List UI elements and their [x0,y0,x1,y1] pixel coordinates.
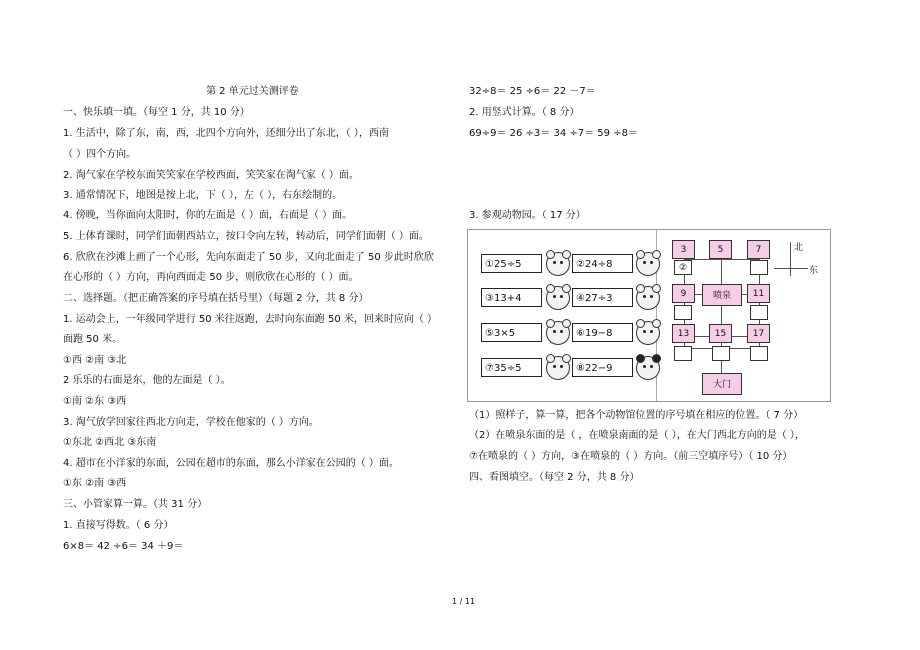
page-number: 1 / 11 [452,597,476,606]
map-box: 15 [709,324,732,343]
north-label: 北 [794,243,804,253]
zoo-figure [467,229,831,402]
animal-card: ⑧22−9 [572,358,633,377]
blank-box [712,346,730,361]
squirrel-icon [636,321,660,345]
question-line: 5. 上体育课时，同学们面朝西站立，按口令向左转，转动后，同学们面朝（ ）面。 [63,231,429,242]
question-line: 1. 生活中，除了东，南，西，北四个方向外，还细分出了东北，（ ），西南 [63,128,389,139]
section-3-heading: 三、小管家算一算。（共 31 分） [63,499,208,510]
animal-card: ③13+4 [481,288,542,307]
animal-card: ②24÷8 [572,254,633,273]
map-box: 17 [747,324,770,343]
map-box: 13 [672,324,695,343]
calc-line: 69÷9＝ 26 ÷3＝ 34 ÷7＝ 59 ÷8＝ [469,128,638,139]
lion-icon [546,286,570,310]
question-line: 4. 傍晚，当你面向太阳时，你的左面是（ ）面，右面是（ ）面。 [63,210,353,221]
question-line: （1）照样子，算一算，把各个动物馆位置的序号填在相应的位置。（ 7 分） [469,410,804,421]
question-line: 1. 运动会上，一年级同学进行 50 米往返跑，去时向东面跑 50 米，回来时应向（ ） [63,314,438,325]
question-line: 3. 淘气放学回家往西北方向走，学校在他家的（ ）方向。 [63,417,319,428]
question-line: 2. 用竖式计算。（ 8 分） [469,107,580,118]
question-line: 2 乐乐的右面是东，他的左面是（ ）。 [63,375,231,386]
map-path [721,249,722,389]
animal-card: ⑤3×5 [481,323,542,342]
blank-box: ② [674,260,692,275]
question-line: 3. 参观动物园。（ 17 分） [469,210,586,221]
puppy-icon [636,252,660,276]
map-box: 7 [747,240,770,259]
choice-line: ①西 ②南 ③北 [63,355,127,366]
animal-card: ⑦35÷5 [481,358,542,377]
question-line: 4. 超市在小洋家的东面，公园在超市的东面，那么小洋家在公园的（ ）面。 [63,458,399,469]
blank-box [750,346,768,361]
section-1-heading: 一、快乐填一填。（每空 1 分，共 10 分） [63,107,250,118]
section-2-heading: 二、选择题。（把正确答案的序号填在括号里）（每题 2 分，共 8 分） [63,293,369,304]
dog-icon [546,321,570,345]
section-4-heading: 四、看图填空。（每空 2 分，共 8 分） [469,472,640,483]
question-line: 6. 欣欣在沙滩上画了一个心形，先向东面走了 50 步，又向北面走了 50 步此时欣欣 [63,252,434,263]
map-box: 5 [709,240,732,259]
question-line: 3. 通常情况下，地图是按上北，下（ ），左（ ），右东绘制的。 [63,190,343,201]
page-title: 第 2 单元过关测评卷 [206,86,299,97]
question-line: 1. 直接写得数。（ 6 分） [63,520,174,531]
calc-line: 6×8＝ 42 ÷6＝ 34 ＋9＝ [63,541,184,552]
choice-line: ①东 ②南 ③西 [63,478,127,489]
choice-line: ①东北 ②西北 ③东南 [63,437,157,448]
animal-card: ⑥19−8 [572,323,633,342]
animal-card: ①25÷5 [481,254,542,273]
panda-icon [636,356,660,380]
blank-box [674,346,692,361]
map-box: 9 [672,284,695,303]
question-line: 2. 淘气家在学校东面笑笑家在学校西面，笑笑家在淘气家（ ）面。 [63,170,359,181]
compass-arrow [790,242,791,276]
choice-line: ①南 ②东 ③西 [63,396,127,407]
map-box: 3 [672,240,695,259]
question-line: （2）在喷泉东面的是（ ，在喷泉南面的是（ ），在大门西北方向的是（ ）， [469,430,805,441]
map-box: 11 [747,284,770,303]
fountain-box: 喷泉 [702,284,742,306]
question-line: （ ）四个方向。 [63,149,137,160]
animal-card: ④27÷3 [572,288,633,307]
question-line: ⑦在喷泉的（ ）方向，③在喷泉的（ ）方向。（前三空填序号）（ 10 分） [469,451,793,462]
monkey-icon [636,286,660,310]
compass-arrow [774,268,808,269]
blank-box [750,305,768,320]
tiger-icon [546,252,570,276]
mouse-icon [546,356,570,380]
blank-box [674,305,692,320]
gate-box: 大门 [702,373,742,395]
east-label: 东 [809,266,819,276]
question-line: 面跑 50 米。 [63,334,123,345]
question-line: 在心形的（ ）方向，再向西面走 50 步，则欣欣在心形的（ ）面。 [63,272,359,283]
blank-box [750,260,768,275]
calc-line: 32÷8＝ 25 ÷6＝ 22 －7＝ [469,86,596,97]
